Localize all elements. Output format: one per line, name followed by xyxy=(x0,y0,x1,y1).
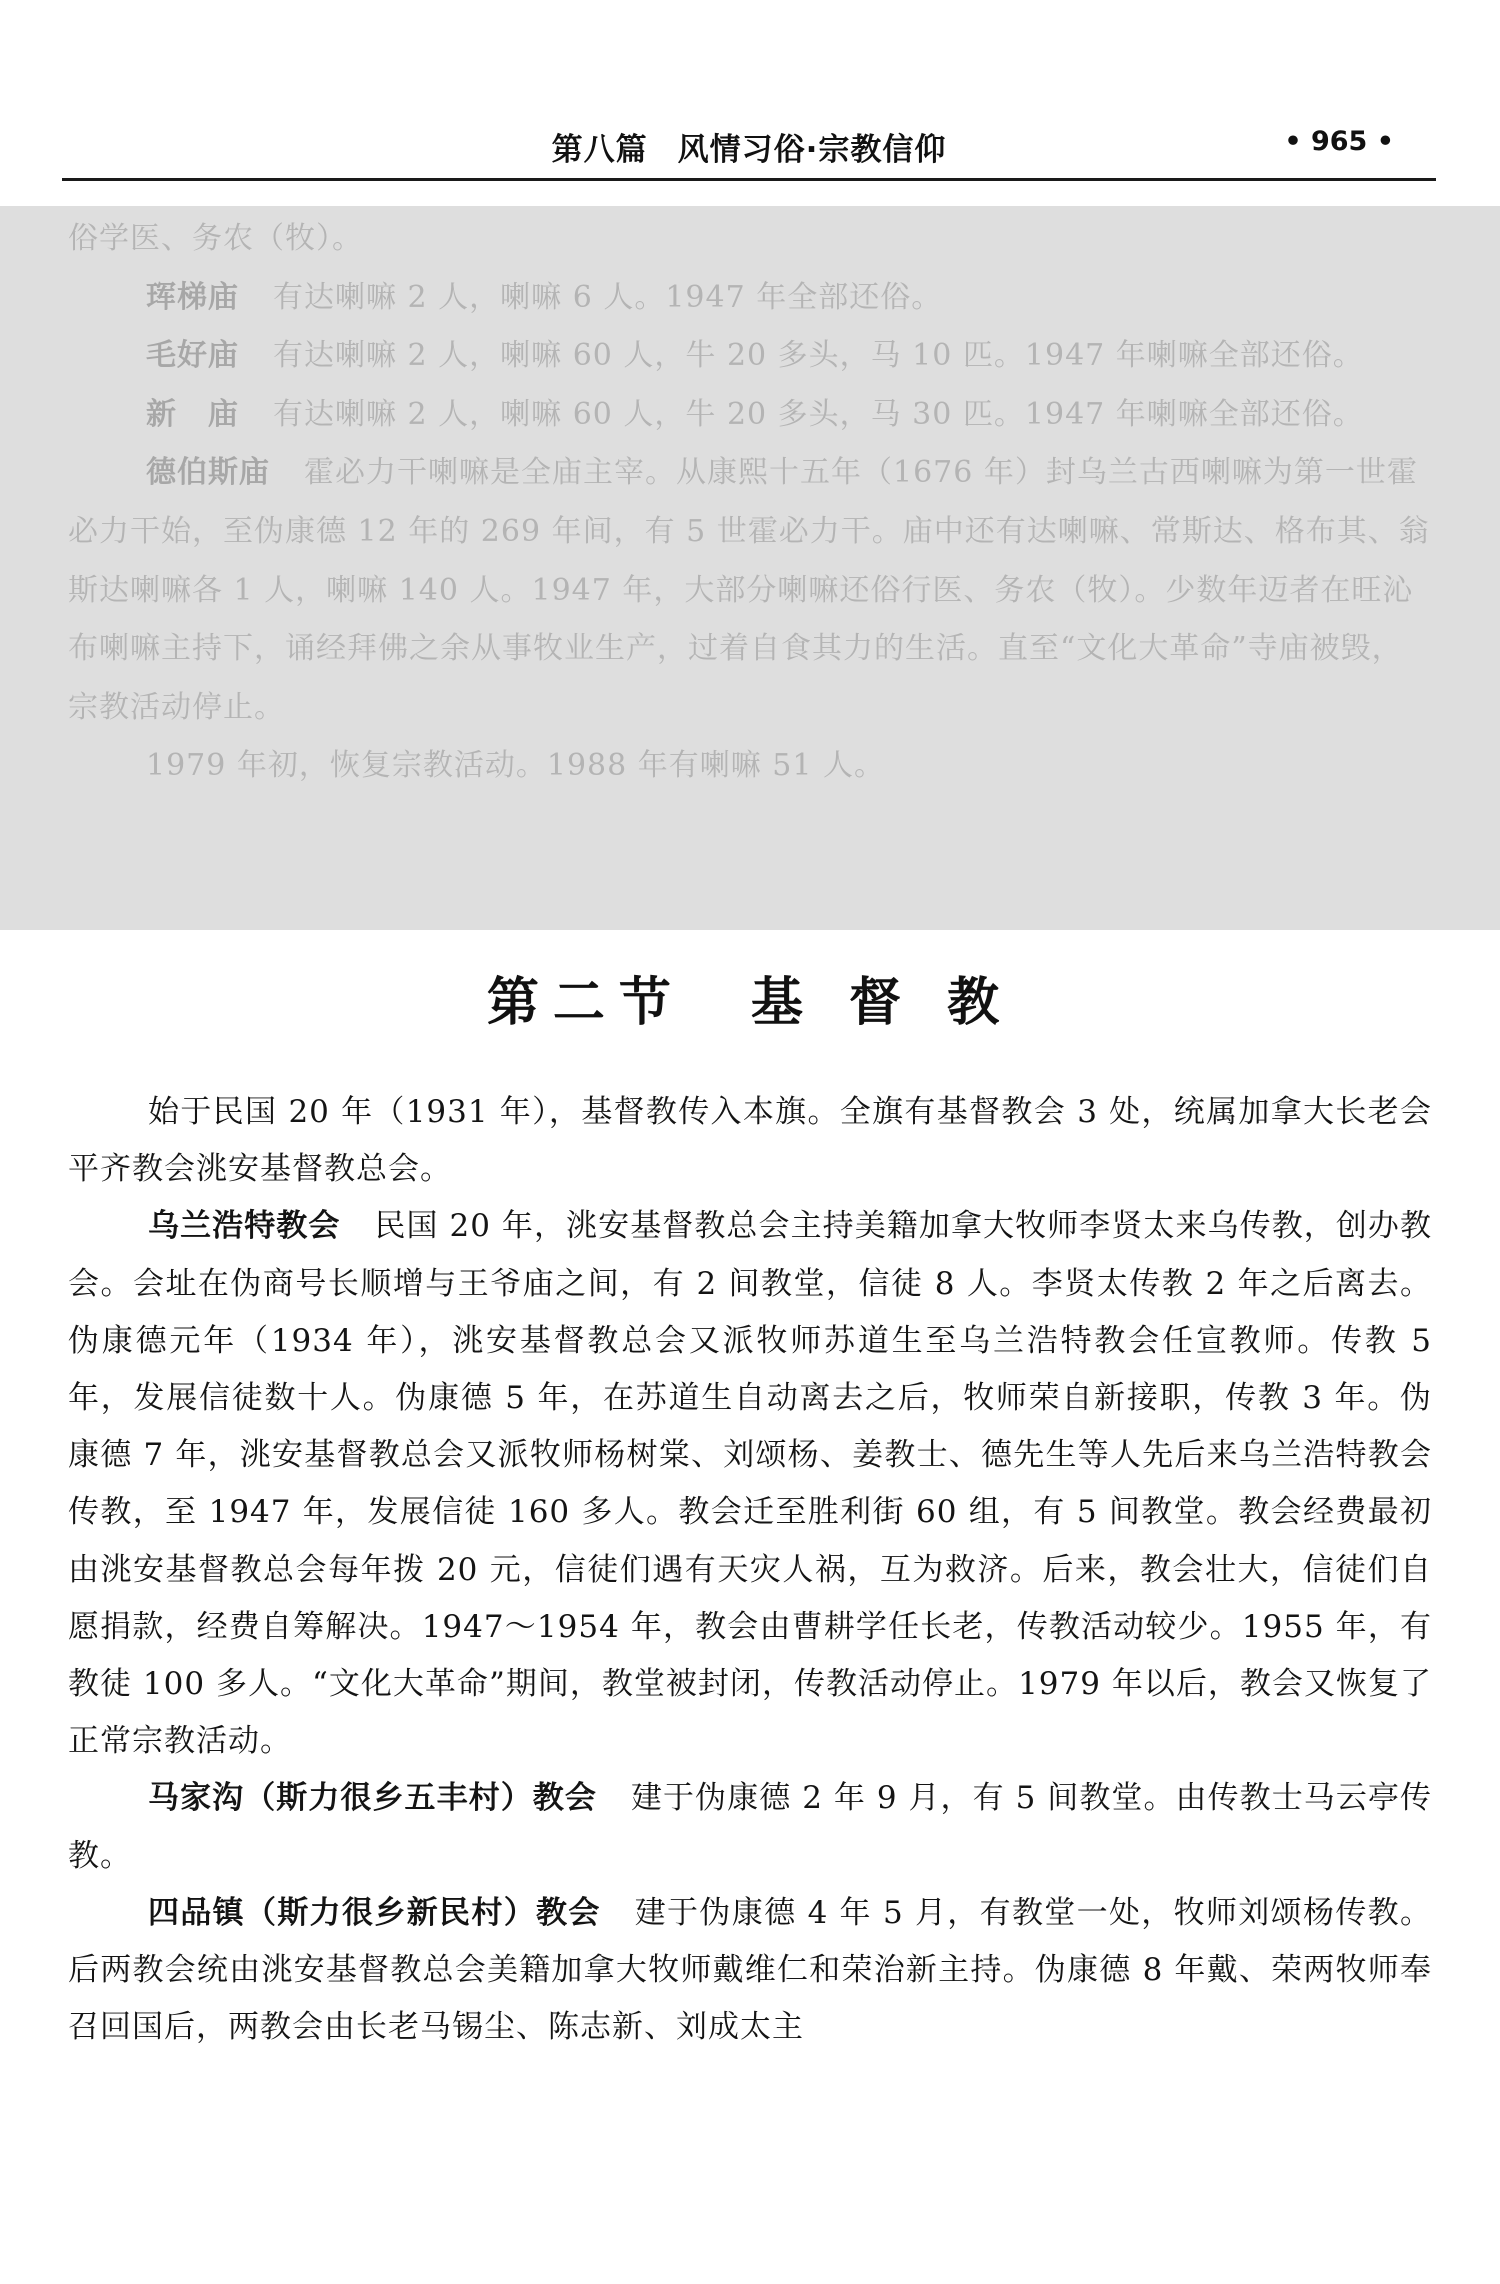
prev-paragraph-2 xyxy=(68,327,1430,386)
temple-name: 珲梯庙 xyxy=(146,279,239,315)
prev-text-0: 俗学医、务农（牧）。 xyxy=(68,221,363,256)
temple-name: 新 庙 xyxy=(146,396,239,432)
section-body xyxy=(68,1084,1432,2056)
prev-text-1: 有达喇嘛 2 人，喇嘛 6 人。1947 年全部还俗。 xyxy=(273,279,943,315)
temple-name: 毛好庙 xyxy=(146,338,239,374)
paragraph-text: 建于伪康德 4 年 5 月，有教堂一处，牧师刘颂杨传教。后两教会统由洮安基督教总会美籍加拿大牧师戴维仁和荣治新主持。伪康德 8 年戴、荣两牧师奉召回国后，两教会由长老马锡尘、陈志新、刘成太主 xyxy=(68,1894,1432,2046)
prev-paragraph-3 xyxy=(68,386,1430,445)
prev-paragraph-4 xyxy=(68,444,1430,737)
chapter-title: 风情习俗·宗教信仰 xyxy=(677,132,947,168)
page-header xyxy=(62,112,1436,181)
paragraph-majiagou-church xyxy=(68,1770,1432,1884)
running-head xyxy=(62,124,1436,169)
prev-paragraph-0 xyxy=(68,210,1430,269)
paragraph-intro xyxy=(68,1084,1432,1198)
previous-section-text xyxy=(68,210,1430,796)
paragraph-sipinzhen-church xyxy=(68,1885,1432,2057)
church-name: 四品镇（斯力很乡新民村）教会 xyxy=(148,1894,601,1931)
prev-paragraph-5 xyxy=(68,737,1430,796)
church-name: 乌兰浩特教会 xyxy=(148,1208,341,1245)
prev-text-5: 1979 年初，恢复宗教活动。1988 年有喇嘛 51 人。 xyxy=(146,748,886,784)
section-title: 第二节 基 督 教 xyxy=(486,973,1014,1033)
paragraph-text: 始于民国 20 年（1931 年），基督教传入本旗。全旗有基督教会 3 处，统属加拿大长老会平齐教会洮安基督教总会。 xyxy=(68,1094,1432,1188)
prev-text-4: 霍必力干喇嘛是全庙主宰。从康熙十五年（1676 年）封乌兰古西喇嘛为第一世霍必力干始，至伪康德 12 年的 269 年间，有 5 世霍必力干。庙中还有达喇嘛、常斯达、格布其、翁斯达喇嘛各 1 人，喇嘛 140 人。1947 年，大部分喇嘛还俗行医、务农（牧）。少数年迈者在旺沁布喇嘛主持下，诵经拜佛之余从事牧业生产，过着自食其力的生活。直至“文化大革命”寺庙被毁，宗教活动停止。 xyxy=(68,455,1430,725)
church-name: 马家沟（斯力很乡五丰村）教会 xyxy=(148,1780,597,1817)
paragraph-text: 建于伪康德 2 年 9 月，有 5 间教堂。由传教士马云亭传教。 xyxy=(68,1780,1433,1874)
page-number: • 965 • xyxy=(1284,126,1394,157)
prev-text-2: 有达喇嘛 2 人，喇嘛 60 人，牛 20 多头，马 10 匹。1947 年喇嘛全部还俗。 xyxy=(273,338,1364,374)
prev-text-3: 有达喇嘛 2 人，喇嘛 60 人，牛 20 多头，马 30 匹。1947 年喇嘛全部还俗。 xyxy=(273,396,1364,432)
paragraph-text: 民国 20 年，洮安基督教总会主持美籍加拿大牧师李贤太来乌传教，创办教会。会址在伪商号长顺增与王爷庙之间，有 2 间教堂，信徒 8 人。李贤太传教 2 年之后离去。伪康德元年（1934 年），洮安基督教总会又派牧师苏道生至乌兰浩特教会任宣教师。传教 5 年，发展信徒数十人。伪康德 5 年，在苏道生自动离去之后，牧师荣自新接职，传教 3 年。伪康德 7 年，洮安基督教总会又派牧师杨树棠、刘颂杨、姜教士、德先生等人先后来乌兰浩特教会传教，至 1947 年，发展信徒 160 多人。教会迁至胜利街 60 组，有 5 间教堂。教会经费最初由洮安基督教总会每年拨 20 元，信徒们遇有天灾人祸，互为救济。后来，教会壮大，信徒们自愿捐款，经费自筹解决。1947～1954 年，教会由曹耕学任长老，传教活动较少。1955 年，有教徒 100 多人。“文化大革命”期间，教堂被封闭，传教活动停止。1979 年以后，教会又恢复了正常宗教活动。 xyxy=(68,1208,1432,1760)
temple-name: 德伯斯庙 xyxy=(146,455,270,491)
paragraph-ulanhot-church xyxy=(68,1198,1432,1770)
part-label: 第八篇 xyxy=(551,132,648,168)
prev-paragraph-1 xyxy=(68,269,1430,328)
